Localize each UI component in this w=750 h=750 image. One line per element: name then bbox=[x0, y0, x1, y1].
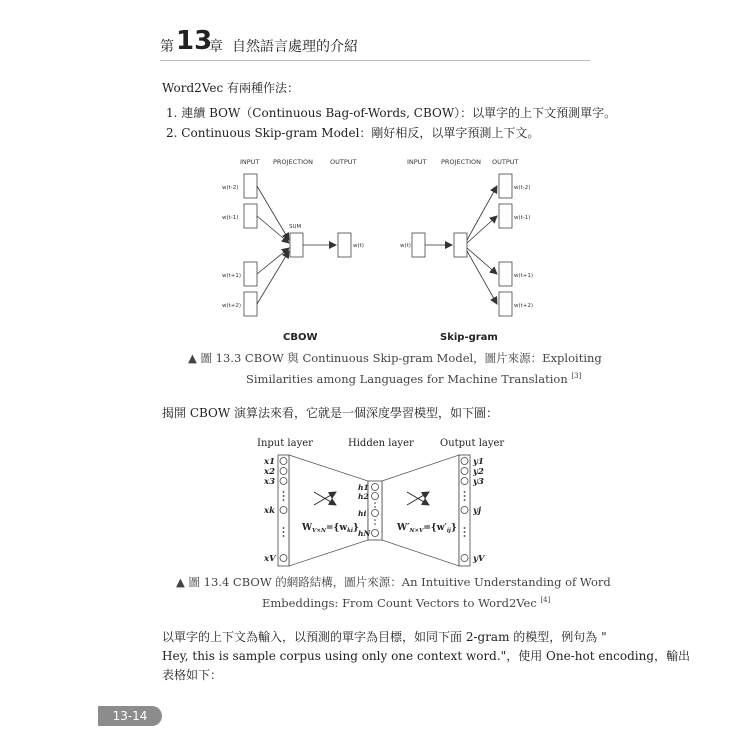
h-label: h2 bbox=[358, 492, 369, 501]
cbow-output-word: w(t) bbox=[353, 243, 364, 249]
w-right-eq: ={w′ bbox=[423, 523, 447, 533]
x-label: x1 bbox=[264, 457, 275, 467]
list-text: Continuous Skip-gram Model：剛好相反，以單字預測上下文。 bbox=[181, 126, 540, 140]
input-layer-label: Input layer bbox=[257, 438, 313, 449]
skipgram-input-label: INPUT bbox=[407, 158, 427, 166]
w-left-sub2: ki bbox=[347, 528, 353, 534]
skipgram-output-label-1: w(t-2) bbox=[514, 185, 531, 191]
w-left-eq: ={w bbox=[326, 523, 348, 533]
h-label: hN bbox=[358, 529, 371, 538]
ellipsis-dot bbox=[283, 531, 285, 533]
right-weight-label bbox=[396, 523, 457, 534]
left-weight-connection bbox=[289, 455, 368, 566]
h-label: hi bbox=[358, 509, 367, 518]
w-right-sub2: ij bbox=[446, 528, 451, 534]
ellipsis-dot bbox=[374, 506, 376, 508]
x-label: x3 bbox=[264, 477, 275, 487]
ellipsis-dot bbox=[464, 495, 466, 497]
output-layer-label: Output layer bbox=[440, 438, 505, 449]
w-left-symbol: W bbox=[302, 523, 313, 533]
cbow-projection-label: PROJECTION bbox=[273, 158, 313, 166]
skipgram-output-label-2: w(t-1) bbox=[514, 215, 531, 221]
x-label: xk bbox=[264, 506, 275, 516]
skipgram-output-label-4: w(t+2) bbox=[514, 303, 534, 309]
cbow-input-label-2: w(t-1) bbox=[222, 215, 239, 221]
figure-caption bbox=[176, 574, 611, 590]
y-label: y1 bbox=[473, 457, 484, 467]
caption-marker: ▲ bbox=[176, 575, 185, 589]
chapter-prefix: 第 bbox=[160, 39, 174, 55]
y-label: yj bbox=[473, 506, 482, 516]
list-number: 1. bbox=[166, 106, 178, 120]
w-right-symbol: W′ bbox=[397, 523, 410, 533]
y-label: yV bbox=[473, 554, 485, 564]
caption-ref: [3] bbox=[571, 372, 582, 381]
caption-line-2: Embeddings: From Count Vectors to Word2Vec bbox=[262, 596, 537, 610]
skipgram-title: Skip-gram bbox=[440, 332, 498, 343]
w-left-subscript: V×N bbox=[312, 528, 327, 534]
paragraph-line: 以單字的上下文為輸入，以預測的單字為目標，如同下面 2-gram 的模型，例句為 " bbox=[162, 630, 607, 644]
w-left-end: } bbox=[353, 523, 359, 533]
ellipsis-dot bbox=[374, 523, 376, 525]
page-number: 13-14 bbox=[98, 706, 162, 726]
ellipsis-dot bbox=[283, 491, 285, 493]
skipgram-output-label-3: w(t+1) bbox=[514, 273, 534, 279]
paragraph bbox=[162, 628, 690, 685]
caption-line-1: 圖 13.3 CBOW 與 Continuous Skip-gram Model，圖片來源：Exploiting bbox=[200, 351, 602, 365]
cbow-title: CBOW bbox=[283, 332, 318, 343]
ellipsis-dot bbox=[283, 499, 285, 501]
left-weight-label bbox=[301, 523, 359, 534]
x-label: xV bbox=[264, 554, 276, 564]
list-number: 2. bbox=[166, 126, 178, 140]
cbow-input-label-4: w(t+2) bbox=[222, 303, 242, 309]
caption-ref: [4] bbox=[540, 596, 551, 605]
chapter-number: 13 bbox=[176, 26, 213, 56]
ellipsis-dot bbox=[464, 499, 466, 501]
chapter-title: 自然語言處理的介紹 bbox=[232, 39, 358, 55]
cbow-output-label: OUTPUT bbox=[330, 158, 357, 166]
figure-caption-2 bbox=[262, 596, 550, 610]
ellipsis-dot bbox=[464, 491, 466, 493]
w-right-end: } bbox=[450, 523, 457, 533]
y-label: y3 bbox=[473, 477, 484, 487]
h-label: h1 bbox=[358, 483, 369, 492]
ellipsis-dot bbox=[374, 519, 376, 521]
ellipsis-dot bbox=[464, 527, 466, 529]
skipgram-projection-label: PROJECTION bbox=[441, 158, 481, 166]
hidden-layer-label: Hidden layer bbox=[348, 438, 414, 449]
caption-marker: ▲ bbox=[188, 351, 197, 365]
ellipsis-dot bbox=[464, 531, 466, 533]
skipgram-output-label: OUTPUT bbox=[492, 158, 519, 166]
list-text: 連續 BOW（Continuous Bag-of-Words, CBOW）：以單字的上下文預測單字。 bbox=[181, 106, 617, 120]
cbow-input-label-1: w(t-2) bbox=[222, 185, 239, 191]
paragraph: 揭開 CBOW 演算法來看，它就是一個深度學習模型，如下圖： bbox=[162, 406, 499, 420]
paragraph-line: 表格如下： bbox=[162, 668, 223, 682]
w-right-subscript: N×V bbox=[409, 528, 424, 534]
caption-line-2: Similarities among Languages for Machine Translation bbox=[246, 372, 568, 386]
ellipsis-dot bbox=[374, 502, 376, 504]
chapter-suffix: 章 bbox=[209, 39, 223, 55]
ellipsis-dot bbox=[283, 535, 285, 537]
intro-text: Word2Vec 有兩種作法： bbox=[162, 81, 299, 95]
cbow-input-label-3: w(t+1) bbox=[222, 273, 242, 279]
y-label: y2 bbox=[473, 467, 484, 477]
cbow-input-label: INPUT bbox=[240, 158, 260, 166]
cbow-sum-label: SUM bbox=[289, 224, 302, 230]
x-label: x2 bbox=[264, 467, 275, 477]
paragraph-line: Hey, this is sample corpus using only one context word."，使用 One-hot encoding，輸出 bbox=[162, 649, 691, 663]
ellipsis-dot bbox=[283, 495, 285, 497]
caption-line-1: 圖 13.4 CBOW 的網路結構，圖片來源：An Intuitive Understanding of Word bbox=[188, 575, 611, 589]
right-weight-connection bbox=[382, 455, 459, 566]
ellipsis-dot bbox=[464, 535, 466, 537]
ellipsis-dot bbox=[283, 527, 285, 529]
skipgram-input-word: w(t) bbox=[400, 243, 411, 249]
